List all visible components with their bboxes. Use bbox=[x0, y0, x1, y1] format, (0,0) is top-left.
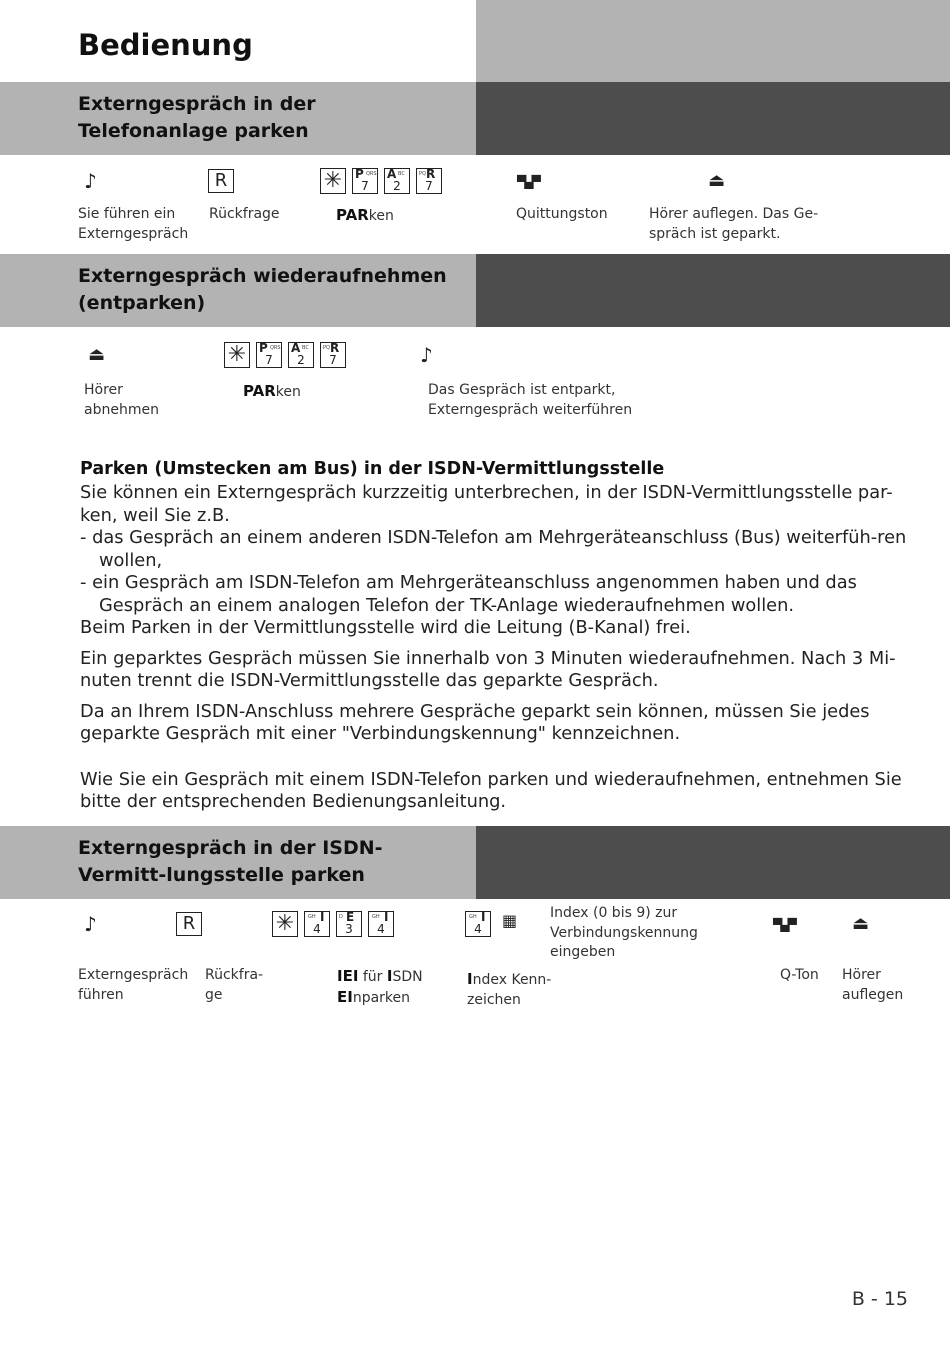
star-key-icon: ✳ bbox=[320, 168, 346, 194]
step-caption: Externgespräch führen bbox=[78, 967, 189, 1003]
star-key-icon: ✳ bbox=[272, 911, 298, 937]
section-header-dark bbox=[476, 82, 950, 155]
step-caption: Sie führen ein Externgespräch bbox=[78, 206, 189, 242]
emphasis: PAR bbox=[243, 382, 276, 400]
emphasis: IEI bbox=[337, 967, 359, 985]
step-caption: Index (0 bis 9) zur Verbindungskennung eingeben bbox=[550, 905, 698, 960]
isdn-body bbox=[80, 482, 915, 814]
section-title: Externgespräch in der ISDN-Vermitt-lungsstelle parken bbox=[78, 837, 383, 886]
key-7-pqrs-icon: P QRS 7 bbox=[256, 342, 282, 368]
step-caption: Quittungston bbox=[516, 206, 608, 222]
isdn-subtitle: Parken (Umstecken am Bus) in der ISDN-Vermittlungsstelle bbox=[80, 459, 665, 479]
key-7-pqrs-icon: R PQ 7 bbox=[320, 342, 346, 368]
page-title: Bedienung bbox=[78, 28, 253, 62]
confirmation-tone-icon: ▀▄▀ bbox=[773, 918, 795, 932]
handset-speaking-icon: ♪ bbox=[420, 343, 433, 367]
section-title: Externgespräch in der Telefonanlage parken bbox=[78, 93, 316, 142]
step-caption-index bbox=[467, 970, 567, 1010]
section-header-dark bbox=[476, 254, 950, 327]
step-caption-park bbox=[336, 206, 394, 227]
paragraph: Ein geparktes Gespräch müssen Sie innerhalb von 3 Minuten wiederaufnehmen. Nach 3 Mi-nuten trennt die ISDN-Vermittlungsstelle das geparkte Gespräch. bbox=[80, 647, 896, 691]
step-caption: Rückfra-ge bbox=[205, 967, 264, 1003]
star-key-icon: ✳ bbox=[224, 342, 250, 368]
caption-rest: nparken bbox=[352, 989, 411, 1006]
emphasis: I bbox=[467, 970, 473, 988]
header-grey-block bbox=[476, 0, 950, 82]
step-caption: Hörer abnehmen bbox=[84, 382, 159, 418]
section-title: Externgespräch wiederaufnehmen (entparken) bbox=[78, 265, 447, 314]
r-key-icon: R bbox=[208, 169, 234, 193]
handset-hang-up-icon: ⏏ bbox=[708, 170, 726, 191]
key-3-def-icon: E D 3 bbox=[336, 911, 362, 937]
emphasis: PAR bbox=[336, 206, 369, 224]
step-caption: Hörer auflegen. Das Ge-spräch ist geparkt. bbox=[649, 206, 819, 242]
step-caption-park bbox=[243, 382, 301, 403]
section-header-isdn-park bbox=[0, 826, 950, 899]
r-key-icon: R bbox=[176, 912, 202, 936]
key-2-abc-icon: A BC 2 bbox=[384, 168, 410, 194]
caption-rest: ken bbox=[368, 208, 394, 224]
section-header-park-internal bbox=[0, 82, 950, 155]
page-number: B - 15 bbox=[851, 1288, 908, 1310]
paragraph: Sie können ein Externgespräch kurzzeitig unterbrechen, in der ISDN-Vermittlungsstelle par-ken, weil Sie z.B. bbox=[80, 482, 893, 526]
key-7-pqrs-icon: P QRS 7 bbox=[352, 168, 378, 194]
key-2-abc-icon: A BC 2 bbox=[288, 342, 314, 368]
paragraph: Wie Sie ein Gespräch mit einem ISDN-Telefon parken und wiederaufnehmen, entnehmen Sie bitte der entsprechenden Bedienungsanleitung. bbox=[80, 768, 902, 812]
section-header-dark bbox=[476, 826, 950, 899]
emphasis: I bbox=[386, 967, 393, 985]
emphasis: EI bbox=[337, 987, 353, 1006]
key-4-ghi-icon: I GH 4 bbox=[368, 911, 394, 937]
caption-rest: ken bbox=[275, 384, 301, 400]
paragraph: Beim Parken in der Vermittlungsstelle wird die Leitung (B-Kanal) frei. bbox=[80, 617, 691, 638]
paragraph: Da an Ihrem ISDN-Anschluss mehrere Gespräche geparkt sein können, müssen Sie jedes geparkte Gespräch mit einer "Verbindungskennung" kennzeichnen. bbox=[80, 700, 870, 744]
step-caption: Das Gespräch ist entparkt, Externgespräch weiterführen bbox=[428, 382, 633, 418]
step-caption: Rückfrage bbox=[209, 206, 280, 222]
key-4-ghi-icon: I GH 4 bbox=[304, 911, 330, 937]
handset-lift-icon: ⏏ bbox=[88, 344, 106, 365]
handset-hang-up-icon: ⏏ bbox=[852, 913, 870, 934]
caption-rest: SDN bbox=[392, 969, 423, 985]
handset-speaking-icon: ♪ bbox=[84, 912, 97, 936]
keypad-icon: ▦ bbox=[502, 911, 518, 930]
bullet-item: - ein Gespräch am ISDN-Telefon am Mehrgeräteanschluss angenommen haben und das Gespräch an einem analogen Telefon der TK-Anlage wiederaufnehmen wollen. bbox=[80, 572, 857, 616]
bullet-item: - das Gespräch an einem anderen ISDN-Telefon am Mehrgeräteanschluss (Bus) weiterfüh-ren wollen, bbox=[80, 527, 907, 571]
key-7-pqrs-icon: R PQ 7 bbox=[416, 168, 442, 194]
section-header-unpark bbox=[0, 254, 950, 327]
handset-speaking-icon: ♪ bbox=[84, 169, 97, 193]
caption-rest: für bbox=[358, 969, 387, 985]
step-caption: Q-Ton bbox=[780, 967, 819, 983]
step-caption-ieI bbox=[337, 967, 457, 1008]
key-4-ghi-icon: I GH 4 bbox=[465, 911, 491, 937]
confirmation-tone-icon: ▀▄▀ bbox=[517, 175, 539, 189]
caption-rest: ndex Kenn-zeichen bbox=[467, 972, 552, 1008]
step-caption: Hörer auflegen bbox=[842, 967, 904, 1003]
